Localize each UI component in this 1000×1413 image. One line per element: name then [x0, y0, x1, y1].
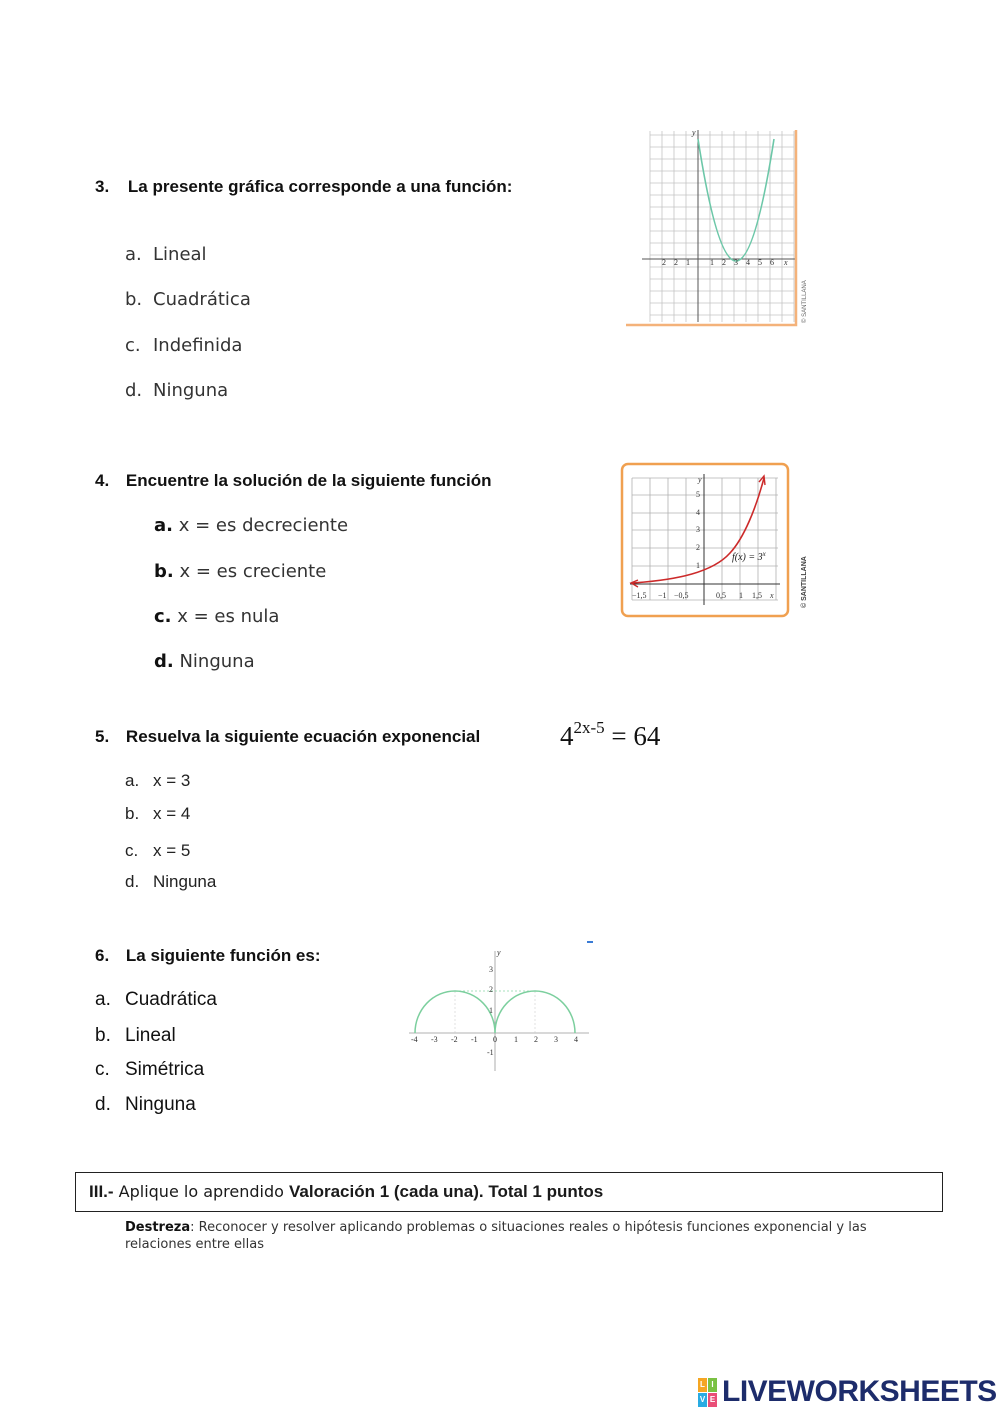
q3-parabola-graph: [620, 125, 820, 335]
badge-letter: I: [708, 1378, 717, 1392]
liveworksheets-logo[interactable]: LIVEWORKSHEETS: [722, 1375, 997, 1408]
q4-x-label: x: [770, 591, 774, 600]
destreza-label: Destreza: [125, 1220, 191, 1235]
q6-number: 6.: [95, 946, 110, 965]
option-text: Lineal: [125, 1025, 176, 1046]
q4-x-tick: 1: [739, 591, 743, 600]
q3-credit: © SANTILLANA: [802, 280, 808, 323]
q5-equation: [560, 718, 660, 752]
option-text: Ninguna: [153, 380, 229, 401]
option-text: Cuadrática: [153, 289, 251, 310]
q5-title: [95, 727, 480, 747]
option-letter: d.: [125, 872, 140, 891]
q3-x-tick: 4: [746, 258, 750, 267]
q4-option-b[interactable]: [154, 561, 326, 582]
badge-letter: E: [708, 1393, 717, 1407]
option-letter: c.: [125, 841, 139, 860]
option-letter: a.: [125, 771, 140, 790]
q6-x-tick: 2: [534, 1035, 538, 1044]
q4-y-tick: 1: [696, 561, 700, 570]
destreza-paragraph: [125, 1219, 935, 1253]
badge-letter: L: [698, 1378, 707, 1392]
q5-option-b[interactable]: [125, 804, 190, 824]
equation-base: 4: [560, 721, 574, 751]
option-letter: a.: [95, 989, 111, 1010]
option-text: x = 4: [153, 804, 191, 823]
q3-x-tick: 5: [758, 258, 762, 267]
q4-exponential-graph: [618, 460, 818, 622]
q4-title-text: Encuentre la solución de la siguiente función: [125, 471, 492, 490]
small-mark: [587, 941, 593, 943]
option-letter: b.: [154, 561, 174, 582]
q6-y-tick: 1: [489, 1006, 493, 1015]
q3-x-tick: 2: [674, 258, 678, 267]
option-text: x = es nula: [177, 606, 280, 627]
q5-option-d[interactable]: [125, 872, 216, 892]
option-text: Lineal: [153, 244, 207, 265]
option-text: x = es decreciente: [178, 515, 349, 536]
q5-title-text: Resuelva la siguiente ecuación exponencial: [125, 727, 481, 746]
q4-x-tick: 1,5: [752, 591, 762, 600]
q3-title: [95, 177, 512, 197]
q6-option-c[interactable]: [95, 1059, 204, 1081]
q3-x-tick: 2: [662, 258, 666, 267]
q4-y-tick: 5: [696, 490, 700, 499]
liveworksheets-badge-icon: [698, 1378, 718, 1408]
q4-option-c[interactable]: [154, 606, 279, 627]
q4-x-tick: −1,5: [632, 591, 647, 600]
q3-option-c[interactable]: [125, 335, 242, 356]
q4-y-tick: 2: [696, 543, 700, 552]
option-text: x = es creciente: [179, 561, 327, 582]
q6-title: [95, 946, 321, 966]
option-text: Ninguna: [125, 1094, 196, 1115]
q4-title: [95, 471, 491, 491]
q6-x-tick: -2: [451, 1035, 458, 1044]
section-3-bold-text: Valoración 1 (cada una). Total 1 puntos: [289, 1182, 604, 1201]
q6-semicircles-graph: [395, 945, 605, 1075]
q4-option-d[interactable]: [154, 651, 255, 672]
option-letter: a.: [125, 244, 142, 265]
q6-x-tick: -4: [411, 1035, 418, 1044]
option-text: Cuadrática: [125, 989, 217, 1010]
option-letter: b.: [95, 1025, 111, 1046]
option-letter: d.: [125, 380, 143, 401]
option-text: x = 5: [153, 841, 191, 860]
q6-title-text: La siguiente función es:: [125, 946, 321, 965]
q4-y-tick: 3: [696, 525, 700, 534]
option-letter: c.: [154, 606, 172, 627]
destreza-text: : Reconocer y resolver aplicando problemas o situaciones reales o hipótesis funciones exponencial y las relaciones entre ellas: [125, 1220, 867, 1252]
q4-x-tick: 0,5: [716, 591, 726, 600]
q3-option-b[interactable]: [125, 289, 251, 310]
q6-y-tick: 3: [489, 965, 493, 974]
section-3-box: [75, 1172, 943, 1212]
option-letter: c.: [125, 335, 141, 356]
q3-x-label: x: [784, 258, 788, 267]
option-text: Indefinida: [153, 335, 243, 356]
q6-x-tick: 1: [514, 1035, 518, 1044]
q6-x-tick: 3: [554, 1035, 558, 1044]
q6-y-tick: 2: [489, 985, 493, 994]
equation-exponent: 2x-5: [573, 718, 605, 737]
q3-option-a[interactable]: [125, 244, 207, 265]
q6-x-tick: -3: [431, 1035, 438, 1044]
q6-option-b[interactable]: [95, 1025, 176, 1047]
q4-y-label: y: [698, 475, 702, 484]
section-3-heading: [89, 1182, 603, 1202]
q3-x-tick: 3: [734, 258, 738, 267]
q4-x-tick: −1: [658, 591, 667, 600]
q4-frame: [622, 464, 788, 616]
q5-option-c[interactable]: [125, 841, 190, 861]
q6-x-tick: -1: [471, 1035, 478, 1044]
q5-number: 5.: [95, 727, 110, 746]
option-text: Simétrica: [125, 1059, 205, 1080]
option-letter: d.: [95, 1094, 111, 1115]
option-text: Ninguna: [153, 872, 217, 891]
q6-x-tick: 4: [574, 1035, 578, 1044]
section-3-text: Aplique lo aprendido: [113, 1182, 289, 1201]
equation-rhs: = 64: [611, 721, 661, 751]
q3-number: 3.: [95, 177, 110, 196]
q6-option-a[interactable]: [95, 989, 217, 1011]
section-3-label: III.-: [89, 1182, 114, 1201]
q4-y-tick: 4: [696, 508, 700, 517]
option-letter: a.: [154, 515, 173, 536]
option-letter: b.: [125, 804, 140, 823]
q3-x-tick: 2: [722, 258, 726, 267]
option-letter: c.: [95, 1059, 110, 1080]
q3-x-tick: 1: [710, 258, 714, 267]
q6-option-d[interactable]: [95, 1094, 196, 1116]
option-text: Ninguna: [179, 651, 255, 672]
q4-number: 4.: [95, 471, 110, 490]
q6-y-label: y: [497, 948, 501, 957]
q3-title-text: La presente gráfica corresponde a una función:: [127, 177, 513, 196]
q4-x-tick: −0,5: [674, 591, 689, 600]
q4-option-a[interactable]: [154, 515, 348, 536]
q6-y-tick: -1: [487, 1048, 494, 1057]
q3-option-d[interactable]: [125, 380, 228, 401]
option-text: x = 3: [153, 771, 191, 790]
q3-y-label: y: [692, 128, 696, 137]
option-letter: d.: [154, 651, 174, 672]
q3-x-tick: 6: [770, 258, 774, 267]
q4-credit: © SANTILLANA: [801, 556, 808, 608]
q3-grid: [650, 131, 794, 322]
q4-function-label: $f(x) = 3^x$: [732, 550, 766, 563]
badge-letter: V: [698, 1393, 707, 1407]
q6-x-tick: 0: [493, 1035, 497, 1044]
option-letter: b.: [125, 289, 143, 310]
q3-x-tick: 1: [686, 258, 690, 267]
q5-option-a[interactable]: [125, 771, 190, 791]
